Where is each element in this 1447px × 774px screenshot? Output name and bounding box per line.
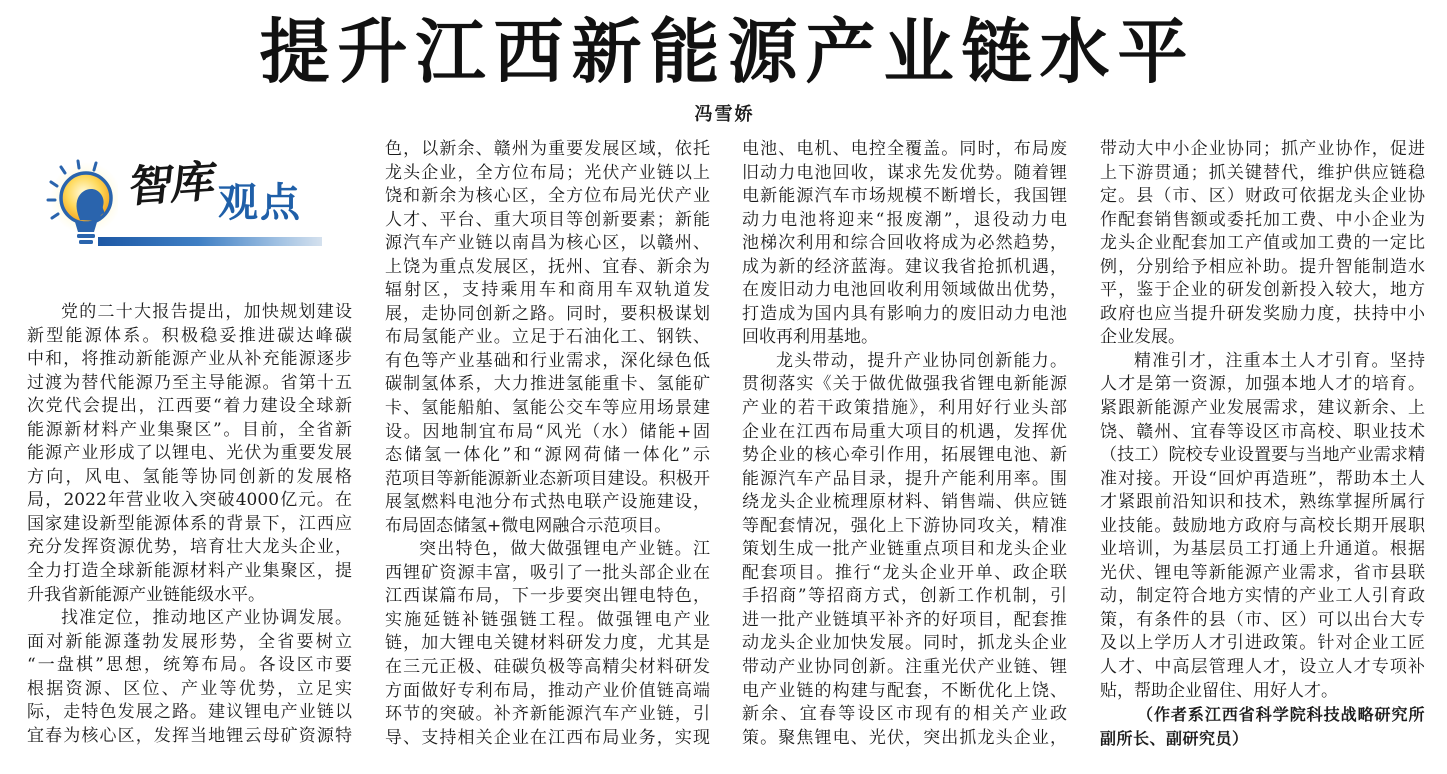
text-line: 例，分别给予相应补助。提升智能制造水 — [1100, 256, 1425, 277]
text-line: 设。因地制宜布局“风光（水）储能+固 — [385, 421, 710, 442]
paragraph-first-line: 突出特色，做大做强锂电产业链。江 — [419, 539, 710, 560]
author-note-line: 副所长、副研究员） — [1100, 728, 1249, 748]
text-line: 在废旧动力电池回收利用领域做出优势， — [742, 280, 1067, 301]
text-line: 江西谋篇布局，下一步要突出锂电特色， — [385, 586, 710, 607]
text-line: 带动大中小企业协同；抓产业协作，促进 — [1100, 139, 1425, 159]
logo-text-part1: 智库 — [126, 156, 217, 214]
text-line: 电产业链的构建与配套，不断优化上饶、 — [742, 680, 1067, 701]
article-column-3 — [742, 138, 1067, 750]
text-line: 有色等产业基础和行业需求，深化绿色低 — [385, 350, 710, 371]
text-line: 势企业的核心牵引作用，拓展锂电池、新 — [742, 445, 1067, 466]
text-line: 人才、平台、重大项目等创新要素；新能 — [385, 209, 710, 230]
text-line: 人才、中高层管理人才，设立人才专项补 — [1100, 657, 1425, 678]
text-line: 紧跟新能源产业发展需求，建议新余、上 — [1100, 398, 1425, 419]
text-line: 等配套情况，强化上下游协同攻关，精准 — [742, 515, 1067, 536]
text-line: （技工）院校专业设置要与当地产业需求精 — [1100, 445, 1425, 466]
text-line: 上下游贯通；抓关键替代，维护供应链稳 — [1100, 162, 1425, 183]
text-line: 局，2022年营业收入突破4000亿元。在 — [27, 490, 352, 511]
text-line: 业培训，为基层员工打通上升通道。根据 — [1100, 539, 1425, 560]
text-line: 及以上学历人才引进政策。针对企业工匠 — [1100, 633, 1425, 654]
text-line: 政府也应当提升研发奖励力度，扶持中小 — [1100, 303, 1425, 324]
text-line: 过渡为替代能源乃至主导能源。省第十五 — [27, 372, 352, 393]
article-column-4 — [1100, 138, 1425, 750]
text-line: 方面做好专利布局，推动产业价值链高端 — [385, 680, 710, 701]
text-line: 西锂矿资源丰富，吸引了一批头部企业在 — [385, 562, 710, 583]
paragraph-first-line: 党的二十大报告提出，加快规划建设 — [61, 302, 352, 322]
text-line: 环节的突破。补齐新能源汽车产业链，引 — [385, 704, 710, 725]
text-line: 碳制氢体系，大力推进氢能重卡、氢能矿 — [385, 374, 710, 395]
text-line: 策划生成一批产业链重点项目和龙头企业 — [742, 539, 1067, 560]
text-line: 全力打造全球新能源材料产业集聚区，提 — [27, 561, 352, 582]
byline: 冯雪娇 — [694, 104, 755, 125]
text-line: 手招商”等招商方式，创新工作机制，引 — [742, 586, 1067, 607]
article-column-1 — [27, 301, 352, 748]
text-line: 才紧跟前沿知识和技术，熟练掌握所属行 — [1100, 492, 1425, 513]
text-line: 带动产业协同创新。注重光伏产业链、锂 — [742, 657, 1067, 678]
text-line: 龙头企业配套加工产值或加工费的一定比 — [1100, 233, 1425, 254]
text-line: 新型能源体系。积极稳妥推进碳达峰碳 — [27, 325, 352, 346]
text-line: 人才是第一资源，加强本地人才的培育。 — [1100, 374, 1425, 395]
text-line: 电池、电机、电控全覆盖。同时，布局废 — [742, 139, 1067, 159]
text-line: 能源产业形成了以锂电、光伏为重要发展 — [27, 443, 352, 464]
text-line: 面对新能源蓬勃发展形势，全省要树立 — [27, 631, 352, 652]
text-line: 动，制定符合地方实情的产业工人引育政 — [1100, 586, 1425, 607]
text-line: 展氢燃料电池分布式热电联产设施建设， — [385, 492, 710, 513]
paragraph-last-line: 贴，帮助企业留住、用好人才。 — [1100, 680, 1338, 701]
text-line: 平，鉴于企业的研发创新投入较大，地方 — [1100, 280, 1425, 301]
text-line: 绕龙头企业梳理原材料、销售端、供应链 — [742, 492, 1067, 513]
text-line: 龙头企业，全方位布局；光伏产业链以上 — [385, 162, 710, 183]
text-line: 上饶为重点发展区，抚州、宜春、新余为 — [385, 256, 710, 277]
text-line: 企业在江西布局重大项目的机遇，发挥优 — [742, 421, 1067, 442]
paragraph-first-line: 精准引才，注重本土人才引育。坚持 — [1134, 350, 1425, 371]
text-line: 方向，风电、氢能等协同创新的发展格 — [27, 466, 352, 487]
text-line: 展，走协同创新之路。同时，要积极谋划 — [385, 303, 710, 324]
text-line: 宜春为核心区，发挥当地锂云母矿资源特 — [27, 725, 352, 746]
text-line: 能源汽车产品目录，提升产能利用率。围 — [742, 468, 1067, 489]
text-line: 策。聚焦锂电、光伏，突出抓龙头企业， — [742, 727, 1067, 748]
text-line: 作配套销售额或委托加工费、中小企业为 — [1100, 209, 1425, 230]
text-line: 动力电池将迎来“报废潮”，退役动力电 — [742, 209, 1067, 230]
text-line: 准对接。开设“回炉再造班”，帮助本土人 — [1100, 468, 1425, 489]
text-line: 成为新的经济蓝海。建议我省抢抓机遇， — [742, 256, 1067, 277]
text-line: 际，走特色发展之路。建议锂电产业链以 — [27, 702, 352, 723]
text-line: 能源新材料产业集聚区”。目前，全省新 — [27, 419, 352, 440]
article-column-2 — [385, 138, 710, 750]
text-line: 饶、赣州、宜春等设区市高校、职业技术 — [1100, 421, 1425, 442]
text-line: 贯彻落实《关于做优做强我省锂电新能源 — [742, 374, 1067, 395]
text-line: 进一批产业链填平补齐的好项目，配套推 — [742, 609, 1067, 630]
text-line: 电新能源汽车市场规模不断增长，我国锂 — [742, 186, 1067, 207]
text-line: 色，以新余、赣州为重要发展区域，依托 — [385, 139, 710, 159]
text-line: 池梯次利用和综合回收将成为必然趋势， — [742, 233, 1067, 254]
paragraph-first-line: 龙头带动，提升产业协同创新能力。 — [776, 350, 1067, 371]
paragraph-last-line: 回收再利用基地。 — [742, 327, 878, 348]
text-line: 饶和新余为核心区，全方位布局光伏产业 — [385, 186, 710, 207]
text-line: 链，加大锂电关键材料研发力度，尤其是 — [385, 633, 710, 654]
text-line: 实施延链补链强链工程。做强锂电产业 — [385, 609, 710, 630]
text-line: 新余、宜春等设区市现有的相关产业政 — [742, 704, 1067, 725]
text-line: 业技能。鼓励地方政府与高校长期开展职 — [1100, 515, 1425, 536]
text-line: 源汽车产业链以南昌为核心区，以赣州、 — [385, 233, 710, 254]
text-line: 范项目等新能源新业态新项目建设。积极开 — [385, 468, 710, 489]
text-line: 动龙头企业加快发展。同时，抓龙头企业 — [742, 633, 1067, 654]
text-line: 根据资源、区位、产业等优势，立足实 — [27, 678, 352, 699]
text-line: 态储氢一体化”和“源网荷储一体化”示 — [385, 445, 710, 466]
text-line: 定。县（市、区）财政可依据龙头企业协 — [1100, 186, 1425, 207]
text-line: 产业的若干政策措施》，利用好行业头部 — [742, 398, 1067, 419]
paragraph-first-line: 找准定位，推动地区产业协调发展。 — [61, 608, 352, 629]
text-line: 策，有条件的县（市、区）可以出台大专 — [1100, 609, 1425, 630]
text-line: 光伏、锂电等新能源产业需求，省市县联 — [1100, 562, 1425, 583]
paragraph-last-line: 企业发展。 — [1100, 327, 1185, 348]
text-line: 国家建设新型能源体系的背景下，江西应 — [27, 513, 352, 534]
logo-text-part2: 观点 — [218, 179, 302, 226]
text-line: 辐射区，支持乘用车和商用车双轨道发 — [385, 280, 710, 301]
paragraph-last-line: 布局固态储氢+微电网融合示范项目。 — [385, 515, 672, 536]
text-line: 充分发挥资源优势，培育壮大龙头企业， — [27, 537, 352, 558]
headline: 提升江西新能源产业链水平 — [259, 10, 1196, 93]
text-line: 次党代会提出，江西要“着力建设全球新 — [27, 396, 352, 417]
text-line: 导、支持相关企业在江西布局业务，实现 — [385, 727, 710, 748]
text-line: 旧动力电池回收，谋求先发优势。随着锂 — [742, 162, 1067, 183]
text-line: 配套项目。推行“龙头企业开单、政企联 — [742, 562, 1067, 583]
text-line: 中和，将推动新能源产业从补充能源逐步 — [27, 349, 352, 370]
paragraph-last-line: 升我省新能源产业链能级水平。 — [27, 584, 265, 605]
text-line: 布局氢能产业。立足于石油化工、钢铁、 — [385, 327, 710, 348]
text-line: 打造成为国内具有影响力的废旧动力电池 — [742, 303, 1067, 324]
text-line: 卡、氢能船舶、氢能公交车等应用场景建 — [385, 398, 710, 419]
text-line: 在三元正极、硅碳负极等高精尖材料研发 — [385, 657, 710, 678]
author-note-line: （作者系江西省科学院科技战略研究所 — [1137, 705, 1425, 725]
logo-underline-bar — [98, 237, 322, 246]
text-line: “一盘棋”思想，统筹布局。各设区市要 — [27, 655, 352, 676]
